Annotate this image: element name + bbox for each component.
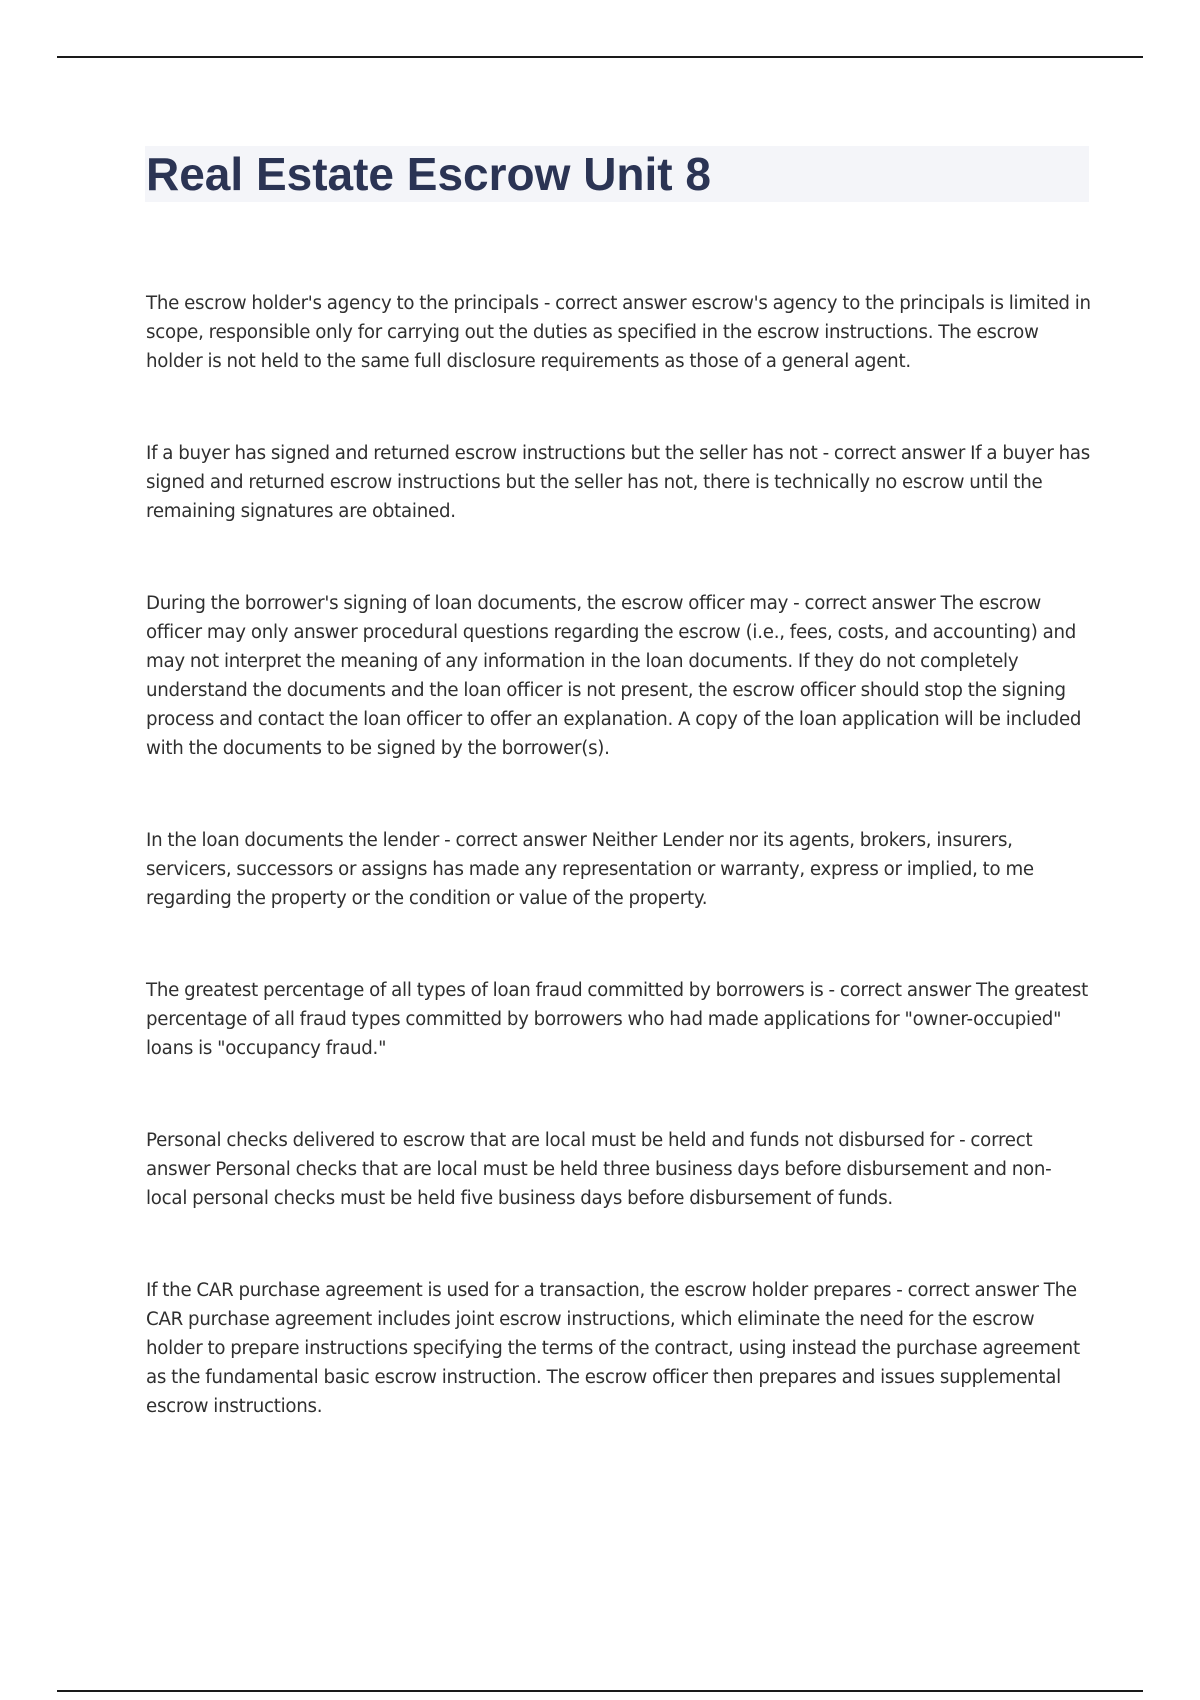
bottom-rule [57,1690,1143,1692]
qa-item: If a buyer has signed and returned escrow instructions but the seller has not - correct answer If a buyer has signed and returned escrow instructions but the seller has not, there is technically no escrow until the remaining signatures are obtained. [146,443,1091,522]
qa-item: The greatest percentage of all types of loan fraud committed by borrowers is - correct answer The greatest percentage of all fraud types committed by borrowers who had made applications for "owner-occupied" loans is "occupancy fraud." [146,980,1089,1059]
qa-list [146,289,1091,1484]
qa-item: If the CAR purchase agreement is used for a transaction, the escrow holder prepares - correct answer The CAR purchase agreement includes joint escrow instructions, which eliminate the need for the escrow holder to prepare instructions specifying the terms of the contract, using instead the purchase agreement as the fundamental basic escrow instruction. The escrow officer then prepares and issues supplemental escrow instructions. [146,1280,1080,1417]
page-title: Real Estate Escrow Unit 8 [146,148,711,200]
top-rule [57,56,1143,58]
qa-item: The escrow holder's agency to the principals - correct answer escrow's agency to the principals is limited in scope, responsible only for carrying out the duties as specified in the escrow instructions. The escrow holder is not held to the same full disclosure requirements as those of a general agent. [146,293,1091,372]
qa-item: In the loan documents the lender - correct answer Neither Lender nor its agents, brokers, insurers, servicers, successors or assigns has made any representation or warranty, express or implied, to me regarding the property or the condition or value of the property. [146,830,1034,909]
qa-item: During the borrower's signing of loan documents, the escrow officer may - correct answer The escrow officer may only answer procedural questions regarding the escrow (i.e., fees, costs, and accounting) and may not interpret the meaning of any information in the loan documents. If they do not completely understand the documents and the loan officer is not present, the escrow officer should stop the signing process and contact the loan officer to offer an explanation. A copy of the loan application will be included with the documents to be signed by the borrower(s). [146,593,1082,759]
qa-item: Personal checks delivered to escrow that are local must be held and funds not disbursed for - correct answer Personal checks that are local must be held three business days before disbursement and non-local personal checks must be held five business days before disbursement of funds. [146,1130,1052,1209]
